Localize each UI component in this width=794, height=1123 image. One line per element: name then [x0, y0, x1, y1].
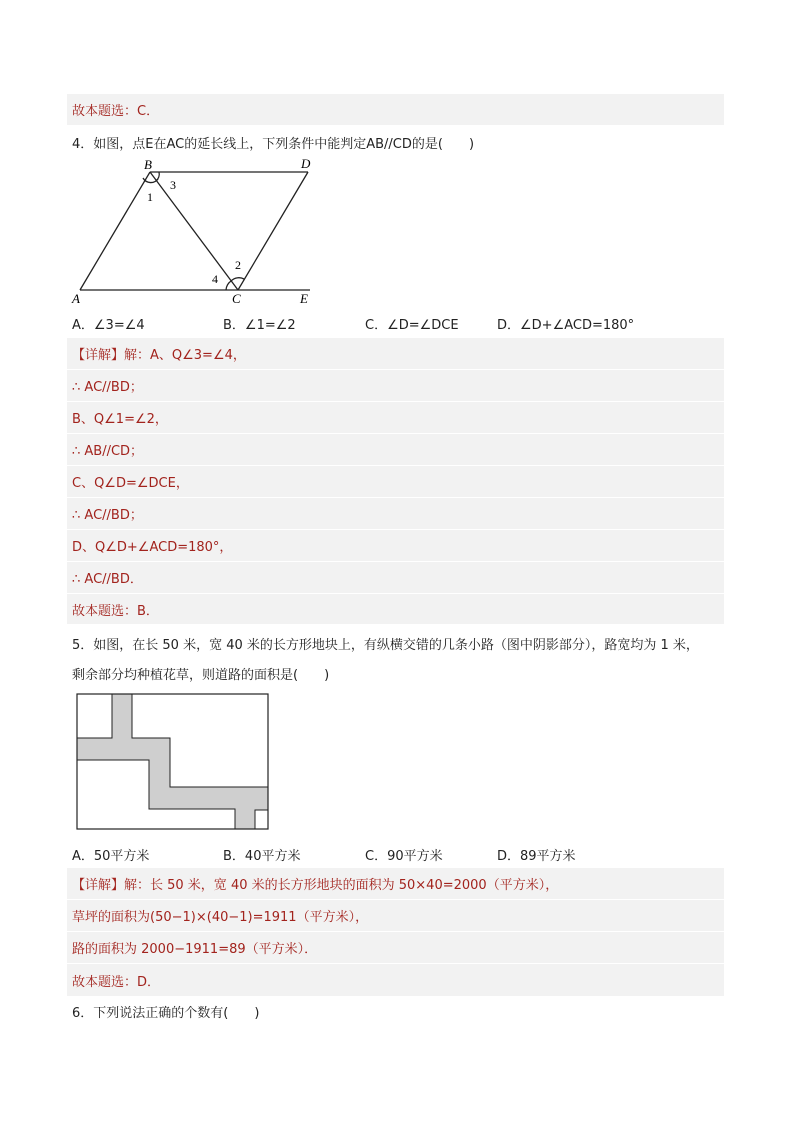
label-3: 3 [170, 178, 176, 192]
label-b: B [144, 157, 152, 172]
question-4-figure [68, 155, 328, 305]
line-bc [150, 172, 238, 290]
angle-2-arc [231, 278, 244, 281]
line-ab [80, 172, 150, 290]
q5-option-d: D．89平方米 [497, 849, 576, 864]
label-a: A [72, 291, 80, 305]
angle-4-arc [226, 281, 231, 290]
label-1: 1 [147, 190, 153, 204]
label-c: C [232, 291, 241, 305]
q4-solution-line-6: ∴ AC//BD； [67, 498, 724, 530]
q5-solution-line-2: 草坪的面积为(50−1)×(40−1)=1911（平方米）， [67, 900, 724, 932]
q4-solution-line-9: 故本题选：B． [67, 594, 724, 624]
question-4-stem: 4．如图，点E在AC的延长线上，下列条件中能判定AB//CD的是( ) [72, 137, 475, 152]
q4-solution-line-5: C、Q∠D=∠DCE， [67, 466, 724, 498]
q4-option-b: B．∠1=∠2 [223, 318, 296, 333]
q4-solution-line-1: 【详解】解：A、Q∠3=∠4， [67, 338, 724, 370]
label-2: 2 [235, 258, 241, 272]
road-shape [77, 694, 268, 829]
question-5-stem-line-1: 5．如图，在长 50 米，宽 40 米的长方形地块上，有纵横交错的几条小路（图中阴影部分），路宽均为 1 米， [72, 638, 699, 653]
question-5-stem-line-2: 剩余部分均种植花草，则道路的面积是( ) [72, 668, 330, 683]
q4-solution-line-8: ∴ AC//BD． [67, 562, 724, 594]
q4-option-a: A．∠3=∠4 [72, 318, 145, 333]
q5-solution-line-4: 故本题选：D． [67, 964, 724, 996]
answer-text: 故本题选：C． [72, 104, 160, 119]
line-cd [238, 172, 308, 290]
question-6-stem: 6．下列说法正确的个数有( ) [72, 1006, 260, 1021]
answer-line [67, 94, 724, 125]
q4-solution-line-7: D、Q∠D+∠ACD=180°， [67, 530, 724, 562]
q5-solution-line-3: 路的面积为 2000−1911=89（平方米）． [67, 932, 724, 964]
q4-solution-line-4: ∴ AB//CD； [67, 434, 724, 466]
q4-solution-line-3: B、Q∠1=∠2， [67, 402, 724, 434]
question-5-figure [76, 693, 272, 833]
q5-solution-line-1: 【详解】解：长 50 米，宽 40 米的长方形地块的面积为 50×40=2000（平方米）， [67, 868, 724, 900]
q5-option-a: A．50平方米 [72, 849, 150, 864]
q5-option-b: B．40平方米 [223, 849, 301, 864]
q4-option-c: C．∠D=∠DCE [365, 318, 459, 333]
label-4: 4 [212, 272, 218, 286]
label-e: E [300, 291, 308, 305]
label-d: D [301, 156, 311, 171]
q4-option-d: D．∠D+∠ACD=180° [497, 318, 635, 333]
q4-solution-line-2: ∴ AC//BD； [67, 370, 724, 402]
q5-option-c: C．90平方米 [365, 849, 443, 864]
